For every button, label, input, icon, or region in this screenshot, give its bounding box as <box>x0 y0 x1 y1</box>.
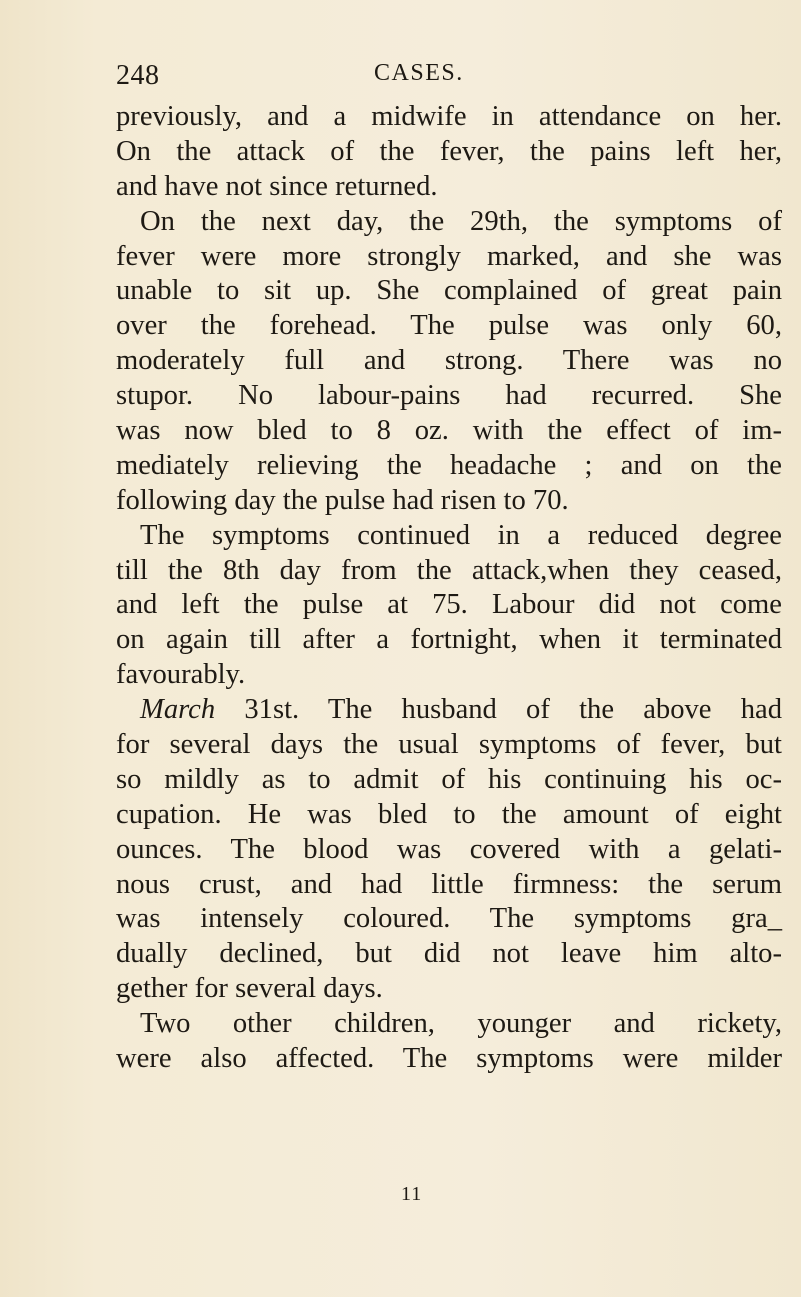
page-header <box>116 60 721 94</box>
text-line: and left the pulse at 75. Labour did not come <box>116 589 782 621</box>
text-line: over the forehead. The pulse was only 60, <box>116 310 782 342</box>
text-line: Two other children, younger and rickety, <box>140 1008 782 1040</box>
text-line: On the attack of the fever, the pains left her, <box>116 135 782 167</box>
text-line: mediately relieving the headache ; and on the <box>116 449 782 481</box>
page-number: 248 <box>116 60 160 91</box>
text-line: stupor. No labour-pains had recurred. She <box>116 380 782 412</box>
text-line: following day the pulse had risen to 70. <box>116 484 569 516</box>
text-line: cupation. He was bled to the amount of eight <box>116 798 782 830</box>
text-line: March 31st. The husband of the above had <box>140 694 782 726</box>
text-line: nous crust, and had little firmness: the serum <box>116 868 782 900</box>
text-line: The symptoms continued in a reduced degree <box>140 519 782 551</box>
text-line: was intensely coloured. The symptoms gra_ <box>116 903 782 935</box>
text-line: On the next day, the 29th, the symptoms of <box>140 205 782 237</box>
text-line: was now bled to 8 oz. with the effect of im- <box>116 415 782 447</box>
text-line: and have not since returned. <box>116 170 438 202</box>
text-line: so mildly as to admit of his continuing his oc- <box>116 763 782 795</box>
body-text <box>116 100 782 1077</box>
text-line: on again till after a fortnight, when it terminated <box>116 624 782 656</box>
text-line: dually declined, but did not leave him alto- <box>116 938 782 970</box>
text-line: previously, and a midwife in attendance on her. <box>116 101 782 132</box>
text-line: favourably. <box>116 659 246 691</box>
text-line: for several days the usual symptoms of fever, but <box>116 729 782 761</box>
text-line: ounces. The blood was covered with a gelati- <box>116 833 782 865</box>
text-line: unable to sit up. She complained of great pain <box>116 275 782 307</box>
text-line: fever were more strongly marked, and she was <box>116 240 782 272</box>
text-line: were also affected. The symptoms were milder <box>116 1043 782 1075</box>
text-line: till the 8th day from the attack,when they ceased, <box>116 554 782 586</box>
signature-mark: 11 <box>401 1183 423 1205</box>
running-head: CASES. <box>374 60 464 86</box>
text-line: moderately full and strong. There was no <box>116 345 782 377</box>
text-line: gether for several days. <box>116 973 383 1005</box>
